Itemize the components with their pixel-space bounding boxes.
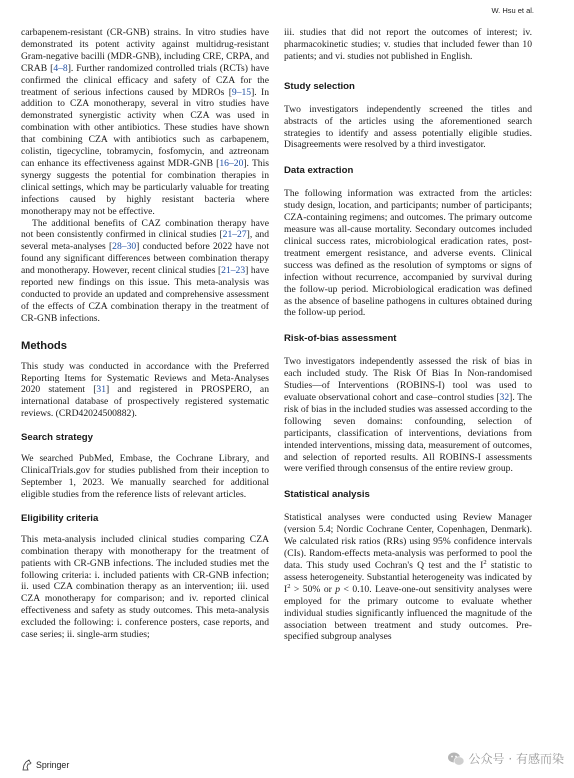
citation-link[interactable]: 4–8 xyxy=(53,62,68,74)
running-head: W. Hsu et al. xyxy=(491,6,534,15)
subsection-title-search: Search strategy xyxy=(21,432,93,444)
intro-paragraph-2: The additional benefits of CAZ combination therapy have not been consistently confirmed in clinical studies [21–27], and several meta-analyses [28–30] conducted before 2022 have not found any significant differences between combination therapy and monotherapy. However, recent clinical studies [21–23] have reported new findings on this issue. This meta-analysis was conducted to provide an updated and comprehensive assessment of the effects of CZA combination therapy in the treatment of CR-GNB infections. xyxy=(21,217,269,324)
statistics-paragraph: Statistical analyses were conducted using Review Manager (version 5.4; Nordic Cochrane Center, Copenhagen, Denmark). We calculated risk ratios (RRs) using 95% confidence intervals (CIs). Random-effects meta-analysis was performed to pool the data. This study used Cochran's Q test and the $I^2$ statistic to assess heterogeneity. Substantial heterogeneity was indicated by $I^2 > 50\%$ or p < 0.10. Leave-one-out sensitivity analyses were employed for the primary outcome to evaluate whether individual studies significantly influenced the magnitude of the association between treatment and study outcomes. Pre-specified subgroup analyses xyxy=(284,512,532,643)
page-footer xyxy=(21,759,69,771)
citation-link[interactable]: 21–23 xyxy=(221,265,246,277)
publisher-name: Springer xyxy=(36,760,70,770)
citation-link[interactable]: 28–30 xyxy=(112,241,137,253)
bias-paragraph: Two investigators independently assessed the risk of bias in each included study. The Risk Of Bias In Non-randomised Studies—of Interventions (ROBINS-I) tool was used to evaluate observational cohort and case–control studies [32]. The risk of bias in the included studies was assessed according to the following seven domains: confounding, selection of participants, classification of interventions, deviations from intended interventions, missing data, measurement of outcomes, and selection of reported results. All ROBINS-I assessments were verified through consensus of the entire review group. xyxy=(284,356,533,475)
citation-link[interactable]: 31 xyxy=(96,384,107,396)
superscript: 2 xyxy=(483,558,487,566)
subsection-title-extraction: Data extraction xyxy=(284,165,354,177)
citation-link[interactable]: 21–27 xyxy=(222,229,247,241)
intro-paragraph-1: carbapenem-resistant (CR-GNB) strains. In vitro studies have demonstrated its potent activity against multidrug-resistant Gram-negative bacilli (MDR-GNB), including CRE, CRPA, and CRAB [4–8]. Further randomized controlled trials (RCTs) have confirmed the clinical efficacy and safety of CZA for the treatment of serious infections caused by MDROs [9–15]. In addition to CZA monotherapy, several in vitro studies have demonstrated synergistic activity when CZA was used in combination with other antibiotics. These studies have shown that combining CZA with antibiotics such as carbapenem, colistin, tigecycline, tobramycin, fosfomycin, and aztreonam can enhance its effectiveness against MDR-GNB [16–20]. This synergy suggests the potential for combination therapies in clinical settings, which may be particularly valuable for treating infections caused by highly resistant bacteria where monotherapy may not be effective. xyxy=(21,27,270,217)
right-column xyxy=(284,27,532,643)
superscript: 2 xyxy=(287,582,291,590)
extraction-paragraph: The following information was extracted from the articles: study design, location, and participants; number of participants; CZA-containing regimens; and outcomes. The primary outcome measure was all-cause mortality. Secondary outcomes included clinical success rates, microbiological eradication rates, post-treatment emergent resistance, and adverse events. Clinical success was defined as the resolution of symptoms or signs of infection without recurrence, accompanied by survival during the follow-up period. Microbiological eradication was defined as the absence of baseline pathogens in cultures obtained during the follow-up period. xyxy=(284,188,532,319)
springer-horse-icon xyxy=(21,759,33,771)
watermark xyxy=(447,750,564,767)
methods-paragraph: This study was conducted in accordance with the Preferred Reporting Items for Systematic Reviews and Meta-Analyses 2020 statement [31] and registered in PROSPERO, an international database of prospectively registered systematic reviews. (CRD42024500882). xyxy=(21,360,269,420)
citation-link[interactable]: 9–15 xyxy=(231,86,252,98)
wechat-icon xyxy=(447,751,465,767)
selection-paragraph: Two investigators independently screened the titles and abstracts of the articles using the aforementioned search strategies to identify and assess potentially eligible studies. Disagreements were resolved by a third investigator. xyxy=(284,103,532,151)
subsection-title-selection: Study selection xyxy=(284,80,355,92)
eligibility-continued-paragraph: iii. studies that did not report the outcomes of interest; iv. pharmacokinetic studies; v. studies that included fewer than 10 patients; and vi. studies not published in English. xyxy=(284,27,532,62)
citation-link[interactable]: 16–20 xyxy=(219,157,244,169)
left-column xyxy=(21,27,269,641)
section-title-methods: Methods xyxy=(21,339,67,352)
subsection-title-bias: Risk-of-bias assessment xyxy=(284,333,397,345)
subsection-title-statistics: Statistical analysis xyxy=(284,489,370,501)
search-paragraph: We searched PubMed, Embase, the Cochrane Library, and ClinicalTrials.gov for studies published from their inception to September 1, 2023. We manually searched for additional eligible studies from the reference lists of relevant articles. xyxy=(21,453,269,500)
citation-link[interactable]: 32 xyxy=(499,392,510,404)
subsection-title-eligibility: Eligibility criteria xyxy=(21,512,99,524)
watermark-text: 公众号 · 有感而染 xyxy=(468,752,564,766)
eligibility-paragraph: This meta-analysis included clinical studies comparing CZA combination therapy with monotherapy for the treatment of patients with CR-GNB infections. The included studies met the following criteria: i. included patients with CR-GNB infection; ii. used CZA combination therapy as an intervention; iii. used CZA monotherapy for comparison; and iv. reported clinical effectiveness and safety as study outcomes. This meta-analysis excluded the following: i. conference posters, case reports, and case series; ii. single-arm studies; xyxy=(21,533,269,641)
italic-symbol: p xyxy=(335,583,341,595)
